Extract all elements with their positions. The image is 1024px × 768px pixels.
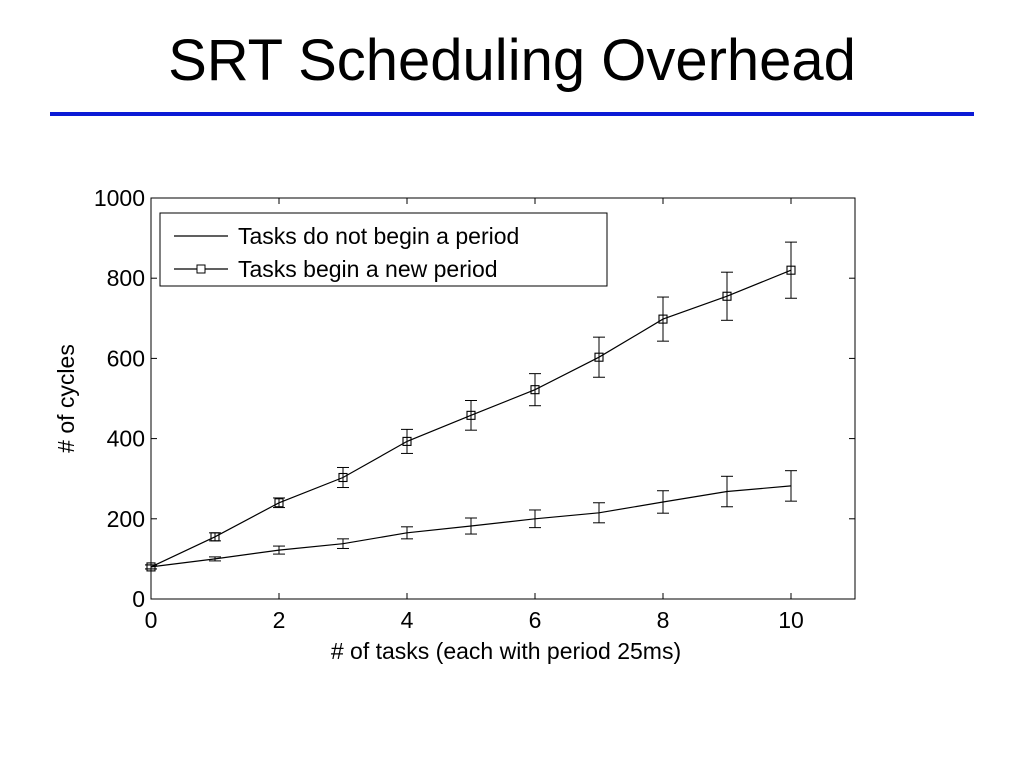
y-tick-label: 200 [106,505,145,532]
legend [160,213,607,286]
y-tick-label: 400 [106,425,145,452]
legend-label-2: Tasks begin a new period [238,256,498,282]
y-tick-label: 600 [106,345,145,372]
x-tick-label: 6 [528,607,542,633]
legend-marker [197,265,205,273]
x-tick-label: 10 [778,607,804,633]
y-tick-label: 1000 [93,185,145,211]
slide-title: SRT Scheduling Overhead [168,28,856,93]
x-tick-label: 8 [656,607,670,633]
x-tick-label: 4 [400,607,414,633]
legend-label-1: Tasks do not begin a period [238,223,520,249]
x-tick-label: 0 [144,607,158,633]
x-axis-label: # of tasks (each with period 25ms) [330,638,682,664]
y-axis-label: # of cycles [53,344,79,453]
y-tick-label: 800 [106,265,145,292]
y-tick-label: 0 [132,586,145,612]
x-tick-label: 2 [272,607,286,633]
